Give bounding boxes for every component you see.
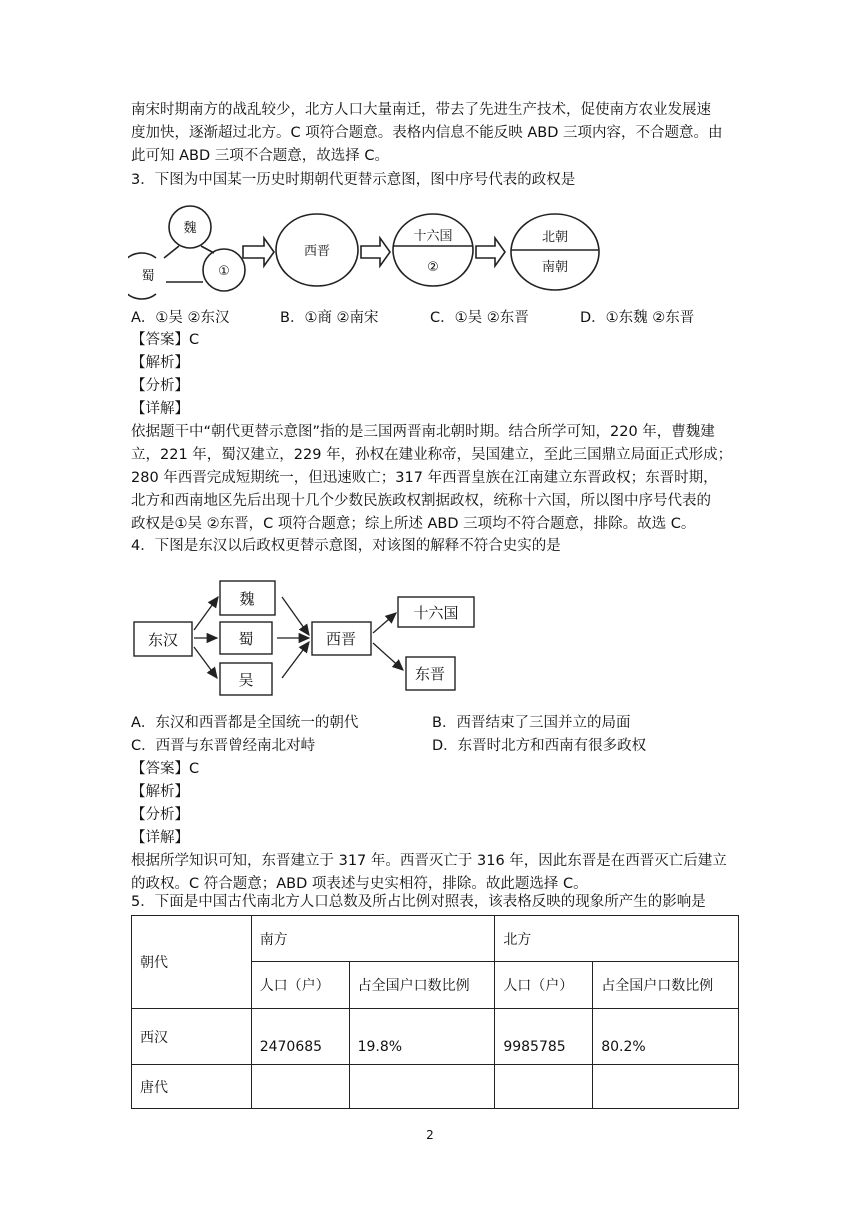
- q3-label-num1: ①: [218, 264, 230, 279]
- q4-label-shiliuguo: 十六国: [413, 604, 459, 622]
- paragraph-line: 度加快，逐渐超过北方。C 项符合题意。表格内信息不能反映 ABD 三项内容，不合题意。由: [131, 125, 723, 141]
- q3-jiexi: 【解析】: [131, 355, 189, 371]
- header-north-ratio: 占全国户口数比例: [593, 962, 739, 1009]
- row-north-ratio: [593, 1065, 739, 1109]
- header-north: 北方: [495, 916, 739, 962]
- q3-explanation-line: 280 年西晋完成短期统一，但迅速败亡；317 年西晋皇族在江南建立东晋政权；东晋时期，: [131, 470, 718, 486]
- header-south-ratio: 占全国户口数比例: [349, 962, 495, 1009]
- row-south-ratio: [349, 1065, 495, 1109]
- q3-fenxi: 【分析】: [131, 378, 189, 394]
- q3-explanation-line: 依据题干中“朝代更替示意图”指的是三国两晋南北朝时期。结合所学可知，220 年，曹魏建: [131, 424, 715, 440]
- q4-option-c: C．西晋与东晋曾经南北对峙: [131, 738, 316, 754]
- population-table: [131, 915, 739, 1109]
- q3-label-wei: 魏: [183, 221, 197, 236]
- q4-explanation-line: 的政权。C 符合题意；ABD 项表述与史实相符，排除。故此题选择 C。: [131, 876, 588, 892]
- q3-label-xijin: 西晋: [303, 244, 331, 259]
- q4-explanation-line: 根据所学知识可知，东晋建立于 317 年。西晋灭亡于 316 年，因此东晋是在西晋灭亡后建立: [131, 853, 727, 869]
- q4-xiangjie: 【详解】: [131, 830, 189, 846]
- q3-explanation-line: 北方和西南地区先后出现十几个少数民族政权割据政权，统称十六国，所以图中序号代表的: [131, 493, 711, 509]
- q3-explanation-line: 政权是①吴 ②东晋，C 项符合题意；综上所述 ABD 三项均不符合题意，排除。故选 C。: [131, 516, 696, 532]
- q3-option-b: B．①商 ②南宋: [280, 310, 379, 326]
- q4-label-wu: 吴: [238, 671, 254, 689]
- row-north-pop: [495, 1065, 593, 1109]
- q4-fenxi: 【分析】: [131, 807, 189, 823]
- q4-label-xijin: 西晋: [325, 630, 357, 648]
- header-south-pop: 人口（户）: [251, 962, 349, 1009]
- row-north-pop: 9985785: [495, 1009, 593, 1065]
- row-north-ratio: 80.2%: [593, 1009, 739, 1065]
- table-header-row: [132, 916, 739, 962]
- q3-label-num2: ②: [427, 260, 439, 275]
- q3-xiangjie: 【详解】: [131, 401, 189, 417]
- row-south-pop: 2470685: [251, 1009, 349, 1065]
- q4-answer: 【答案】C: [131, 761, 200, 777]
- q3-option-a: A．①吴 ②东汉: [131, 310, 230, 326]
- q3-option-c: C．①吴 ②东晋: [430, 310, 529, 326]
- header-dynasty: 朝代: [132, 916, 252, 1009]
- q4-option-a: A．东汉和西晋都是全国统一的朝代: [131, 715, 359, 731]
- header-north-pop: 人口（户）: [495, 962, 593, 1009]
- paragraph-line: 此可知 ABD 三项不合题意，故选择 C。: [131, 148, 389, 164]
- q3-stem: 3．下图为中国某一历史时期朝代更替示意图，图中序号代表的政权是: [131, 172, 576, 188]
- q3-label-nanchao: 南朝: [541, 260, 569, 275]
- q3-label-shiliuguo: 十六国: [413, 229, 453, 244]
- table-row: [132, 1065, 739, 1109]
- q3-option-d: D．①东魏 ②东晋: [580, 310, 695, 326]
- q3-label-shu: 蜀: [141, 269, 155, 284]
- row-south-pop: [251, 1065, 349, 1109]
- page-number: 2: [426, 1128, 434, 1142]
- q4-jiexi: 【解析】: [131, 784, 189, 800]
- q4-option-b: B．西晋结束了三国并立的局面: [432, 715, 631, 731]
- q3-label-beichao: 北朝: [541, 230, 569, 245]
- q3-dynasty-diagram: [128, 200, 688, 312]
- q4-label-wei: 魏: [239, 590, 255, 608]
- q4-label-donghan: 东汉: [147, 631, 179, 649]
- row-dynasty: 西汉: [132, 1009, 252, 1065]
- row-south-ratio: 19.8%: [349, 1009, 495, 1065]
- row-dynasty: 唐代: [132, 1065, 252, 1109]
- q3-explanation-line: 立，221 年，蜀汉建立，229 年，孙权在建业称帝，吴国建立，至此三国鼎立局面正式形成；: [131, 447, 733, 463]
- paragraph-line: 南宋时期南方的战乱较少，北方人口大量南迁，带去了先进生产技术，促使南方农业发展速: [131, 102, 711, 118]
- header-south: 南方: [251, 916, 495, 962]
- q4-label-dongjin: 东晋: [414, 665, 446, 683]
- q4-label-shu: 蜀: [238, 630, 254, 648]
- q4-stem: 4．下图是东汉以后政权更替示意图，对该图的解释不符合史实的是: [131, 538, 561, 554]
- table-row: [132, 1009, 739, 1065]
- q5-stem: 5．下面是中国古代南北方人口总数及所占比例对照表，该表格反映的现象所产生的影响是: [131, 894, 706, 910]
- q4-option-d: D．东晋时北方和西南有很多政权: [432, 738, 647, 754]
- q4-dynasty-diagram: [128, 575, 488, 700]
- q3-answer: 【答案】C: [131, 332, 200, 348]
